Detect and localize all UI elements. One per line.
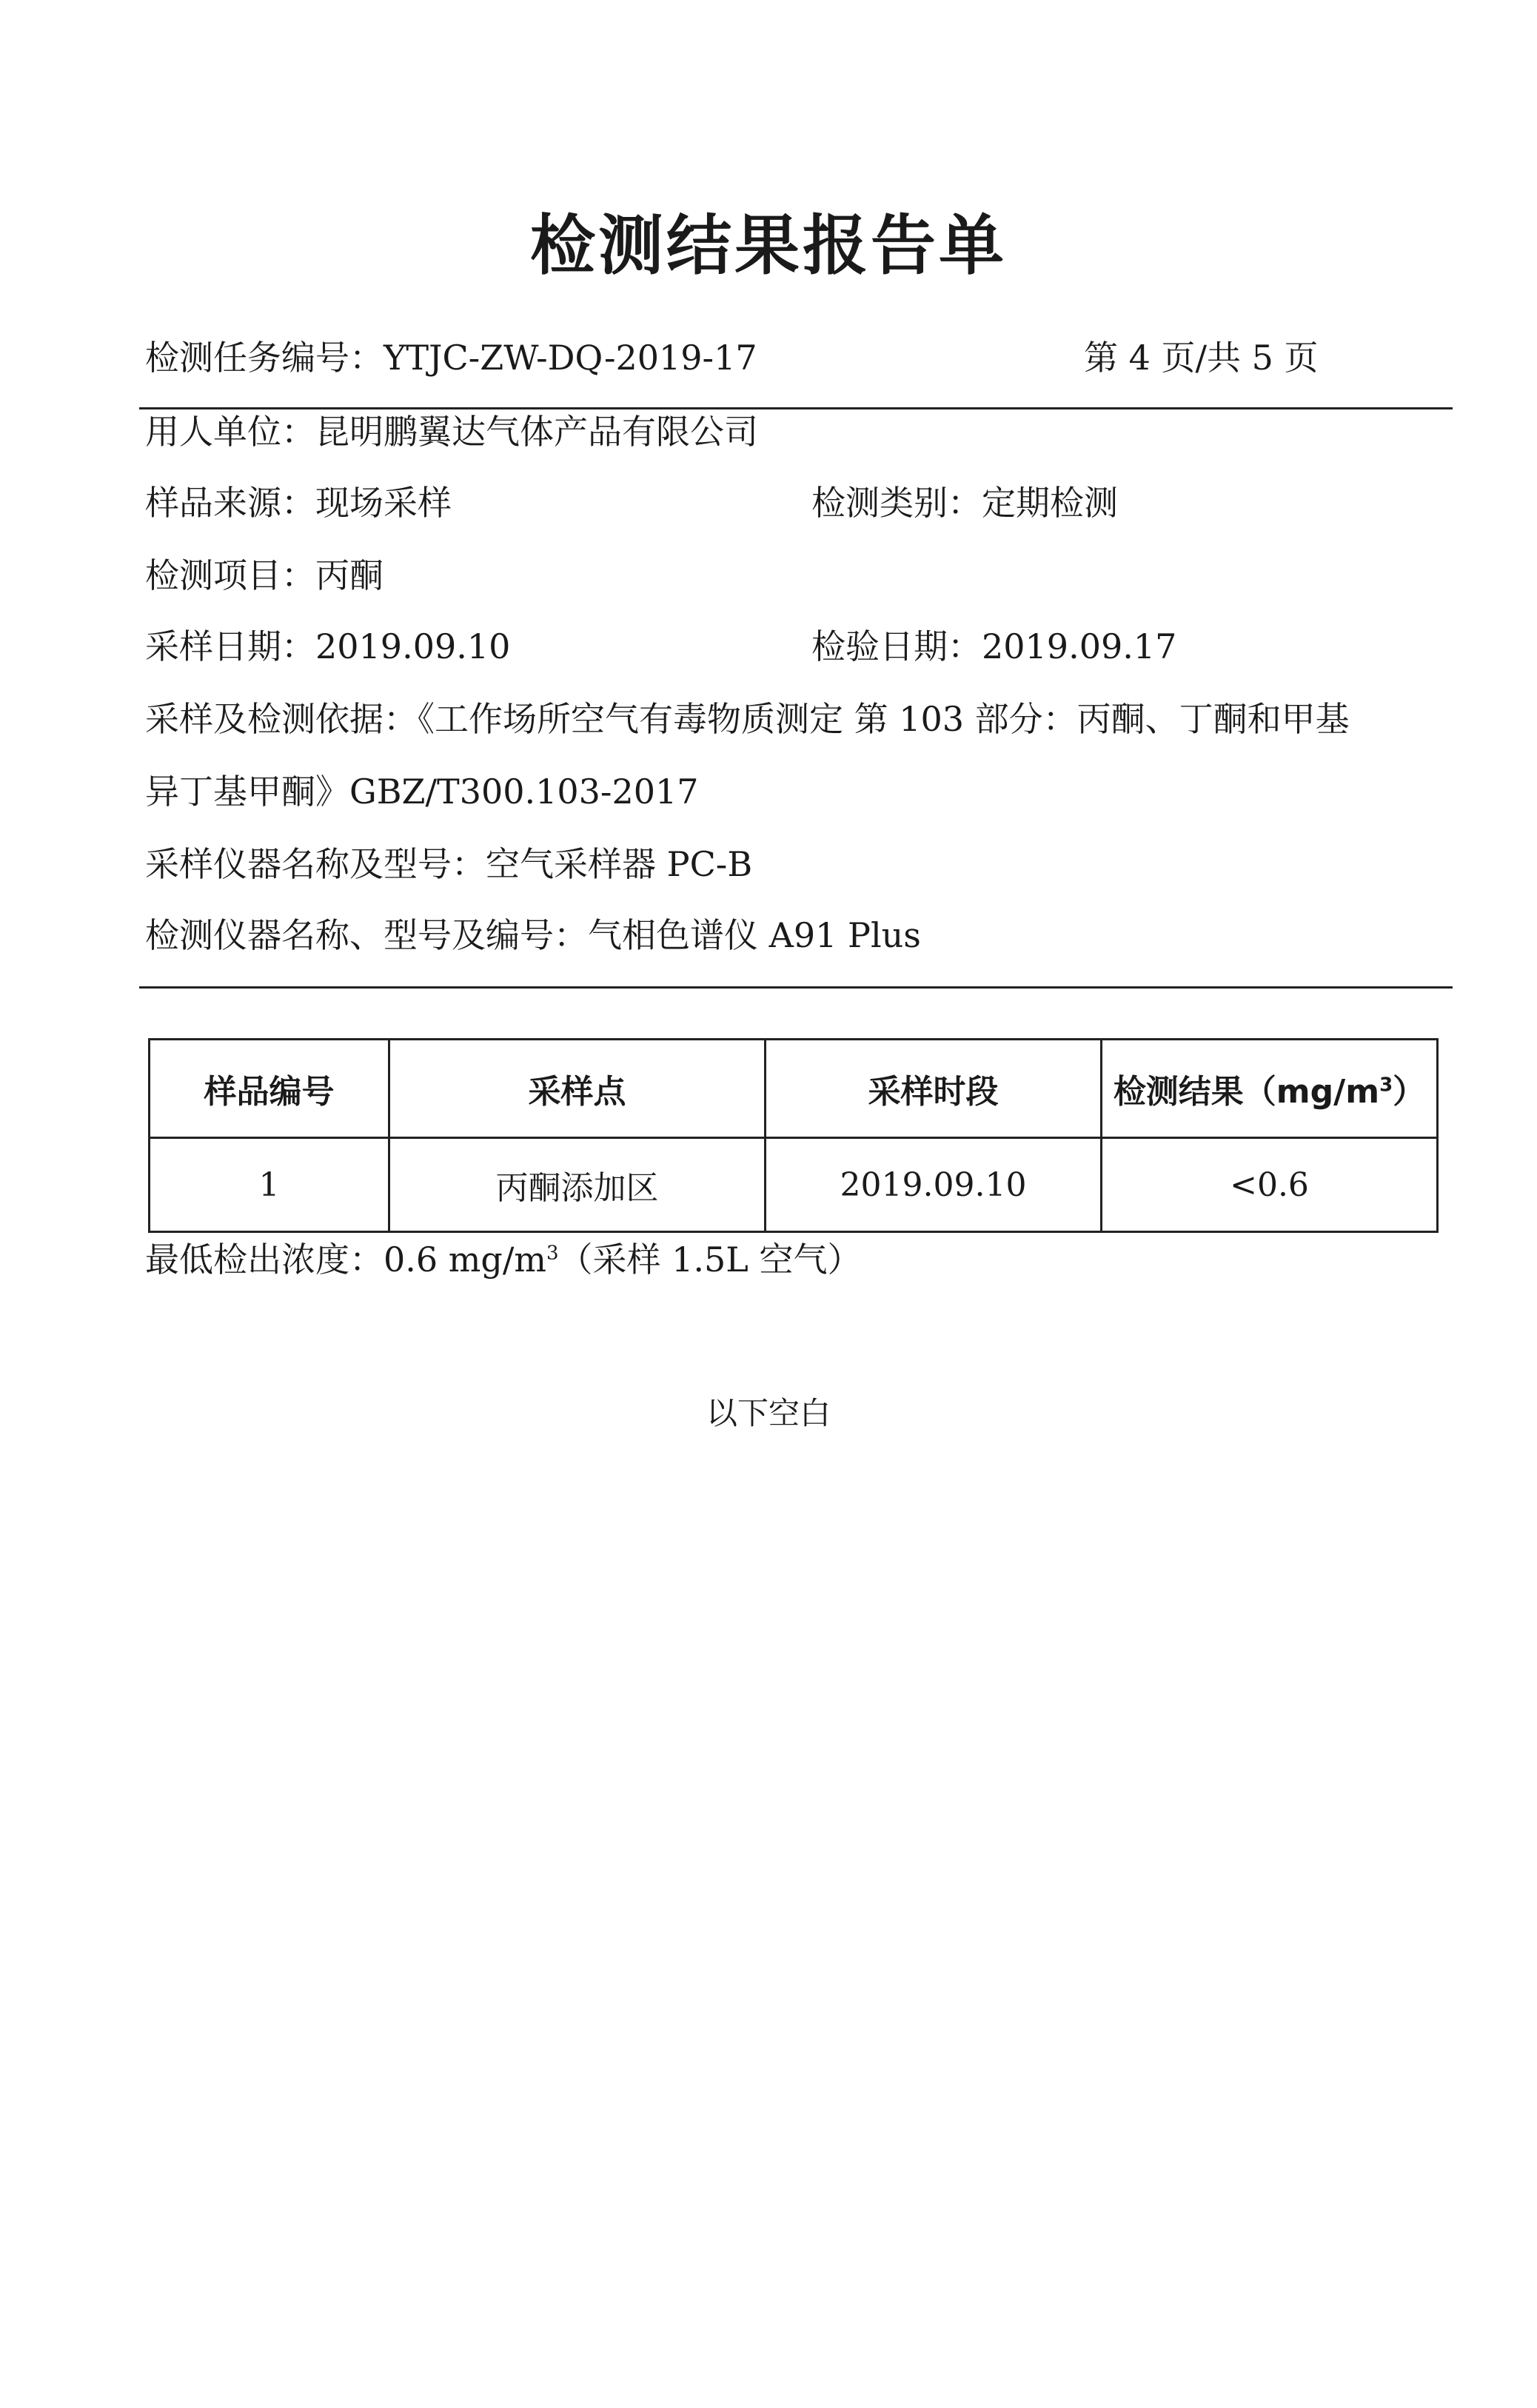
header-result-sup: 3: [1379, 1074, 1393, 1097]
category-line: [811, 483, 1118, 524]
cell-sample-no: 1: [150, 1138, 389, 1232]
instrument-label: 检测仪器名称、型号及编号：: [145, 915, 588, 955]
sampler-line: [145, 844, 752, 885]
cell-sampling-point: 丙酮添加区: [389, 1138, 766, 1232]
blank-below-note: 以下空白: [706, 1395, 831, 1431]
category-value: 定期检测: [982, 483, 1118, 523]
test-date-label: 检验日期：: [811, 626, 982, 666]
task-number-line: [145, 338, 757, 378]
report-title: 检测结果报告单: [529, 207, 1007, 284]
cell-result: <0.6: [1102, 1138, 1438, 1232]
item-label: 检测项目：: [145, 555, 315, 595]
sample-date-line: [145, 626, 510, 667]
source-value: 现场采样: [315, 483, 452, 523]
table-header-row: [150, 1040, 1438, 1138]
detection-limit-text: 最低检出浓度：0.6 mg/m: [145, 1240, 546, 1280]
header-divider: [139, 407, 1453, 409]
item-value: 丙酮: [315, 555, 384, 595]
task-number-label: 检测任务编号：: [145, 338, 384, 378]
employer-line: [145, 412, 758, 452]
basis-line-1: [145, 699, 1350, 740]
source-label: 样品来源：: [145, 483, 315, 523]
header-result-text: 检测结果（mg/m: [1113, 1073, 1380, 1111]
category-label: 检测类别：: [811, 483, 982, 523]
employer-label: 用人单位：: [145, 412, 315, 452]
test-date-value: 2019.09.17: [982, 626, 1177, 666]
header-result: [1102, 1040, 1438, 1138]
sampler-value: 空气采样器 PC-B: [486, 844, 753, 884]
basis-label: 采样及检测依据：: [145, 699, 418, 739]
info-divider: [139, 986, 1453, 989]
cell-sampling-period: 2019.09.10: [766, 1138, 1102, 1232]
test-date-line: [811, 626, 1176, 667]
results-table: [148, 1038, 1439, 1233]
header-sampling-period: 采样时段: [766, 1040, 1102, 1138]
basis-line-2: 异丁基甲酮》GBZ/T300.103-2017: [145, 772, 699, 812]
header-sampling-point: 采样点: [389, 1040, 766, 1138]
employer-value: 昆明鹏翼达气体产品有限公司: [315, 412, 758, 452]
source-line: [145, 483, 452, 524]
header-result-close: ）: [1393, 1073, 1426, 1111]
task-number-value: YTJC-ZW-DQ-2019-17: [384, 338, 757, 378]
detection-limit-line: [145, 1240, 861, 1280]
detection-limit-suffix: （采样 1.5L 空气）: [558, 1240, 862, 1280]
sampler-label: 采样仪器名称及型号：: [145, 844, 486, 884]
item-line: [145, 555, 384, 596]
table-row: [150, 1138, 1438, 1232]
basis-value-1: 《工作场所空气有毒物质测定 第 103 部分：丙酮、丁酮和甲基: [418, 699, 1350, 739]
page-info: 第 4 页/共 5 页: [1084, 338, 1319, 378]
instrument-value: 气相色谱仪 A91 Plus: [588, 915, 921, 955]
instrument-line: [145, 915, 921, 956]
sample-date-label: 采样日期：: [145, 626, 315, 666]
detection-limit-sup: 3: [546, 1242, 559, 1265]
header-sample-no: 样品编号: [150, 1040, 389, 1138]
sample-date-value: 2019.09.10: [315, 626, 511, 666]
